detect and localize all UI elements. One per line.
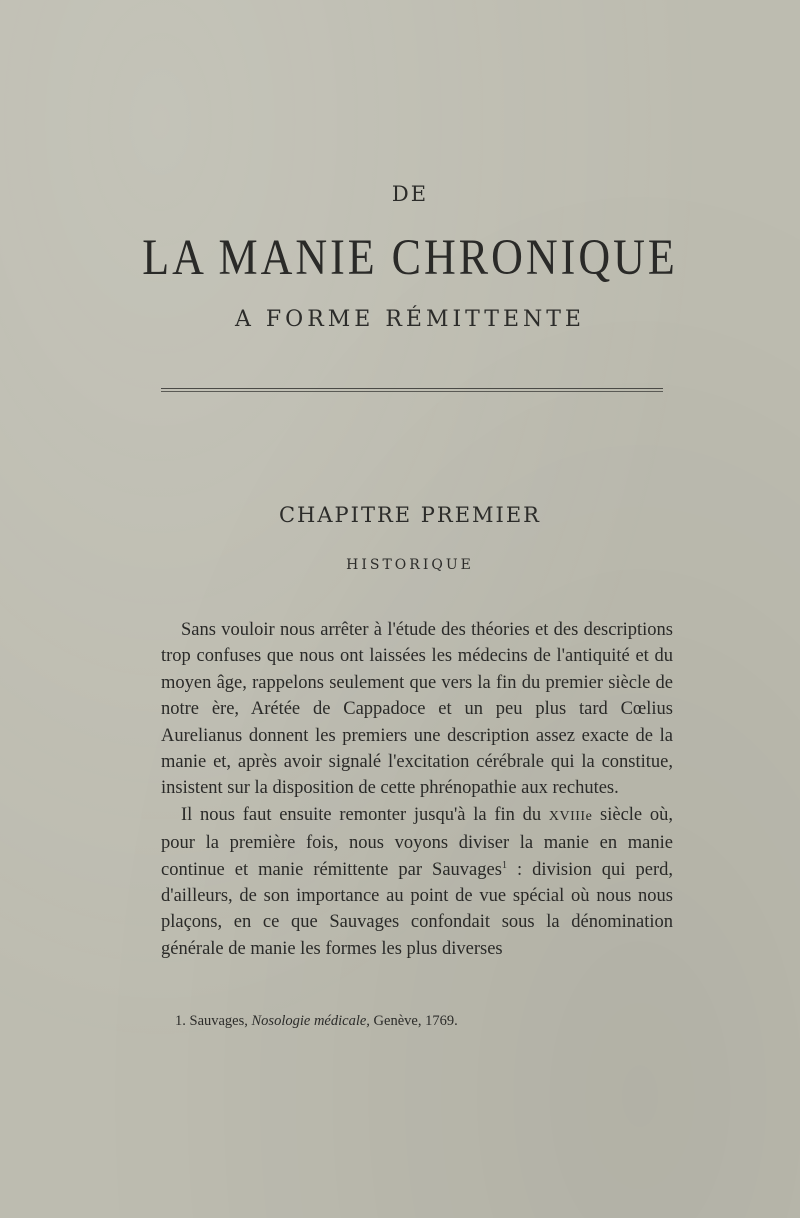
- paragraph-1: Sans vouloir nous arrêter à l'étude des théories et des descriptions trop confuses que nous ont laissées les médecins de l'antiquité et du moyen âge, rappelons seulement que vers la fin du premier siècle de notre ère, Arétée de Cappadoce et un peu plus tard Cœlius Aurelianus donnent les premiers une description assez exacte de la manie et, après avoir signalé l'excitation cérébrale qui la constitue, insistent sur la disposition de cette phrénopathie aux rechutes.: [161, 620, 673, 799]
- footnote-number: 1.: [175, 1013, 186, 1029]
- section-title: HISTORIQUE: [346, 557, 474, 573]
- paragraph-2-part-c: : division qui perd, d'ailleurs, de son importance au point de vue spécial où nous nous plaçons, en ce que Sauvages confondait sous la dénomination générale de manie les formes les plus diverses: [161, 859, 673, 959]
- footnote-author: Sauvages,: [189, 1013, 248, 1029]
- footnote-ref: 1: [501, 859, 507, 871]
- footnote-place-date: Genève, 1769.: [373, 1013, 458, 1029]
- subtitle: A FORME RÉMITTENTE: [235, 307, 585, 332]
- footnote-work: Nosologie médicale,: [251, 1013, 370, 1029]
- century-numeral: XVIIIe: [548, 808, 593, 824]
- title-rule: [161, 388, 663, 389]
- title-rule-double: [161, 391, 663, 392]
- body-text: [161, 617, 673, 962]
- footnote: [175, 1013, 675, 1030]
- paragraph-2: [161, 802, 673, 962]
- chapter-title: CHAPITRE PREMIER: [278, 503, 541, 527]
- paragraph-2-part-b: siècle où, pour la première fois, nous voyons diviser la manie en manie continue et manie rémittente par Sauvages: [161, 804, 673, 880]
- paragraph-2-part-a: Il nous faut ensuite remonter jusqu'à la fin du: [181, 804, 549, 825]
- title-prefix: DE: [391, 182, 429, 206]
- main-title: LA MANIE CHRONIQUE: [142, 229, 678, 286]
